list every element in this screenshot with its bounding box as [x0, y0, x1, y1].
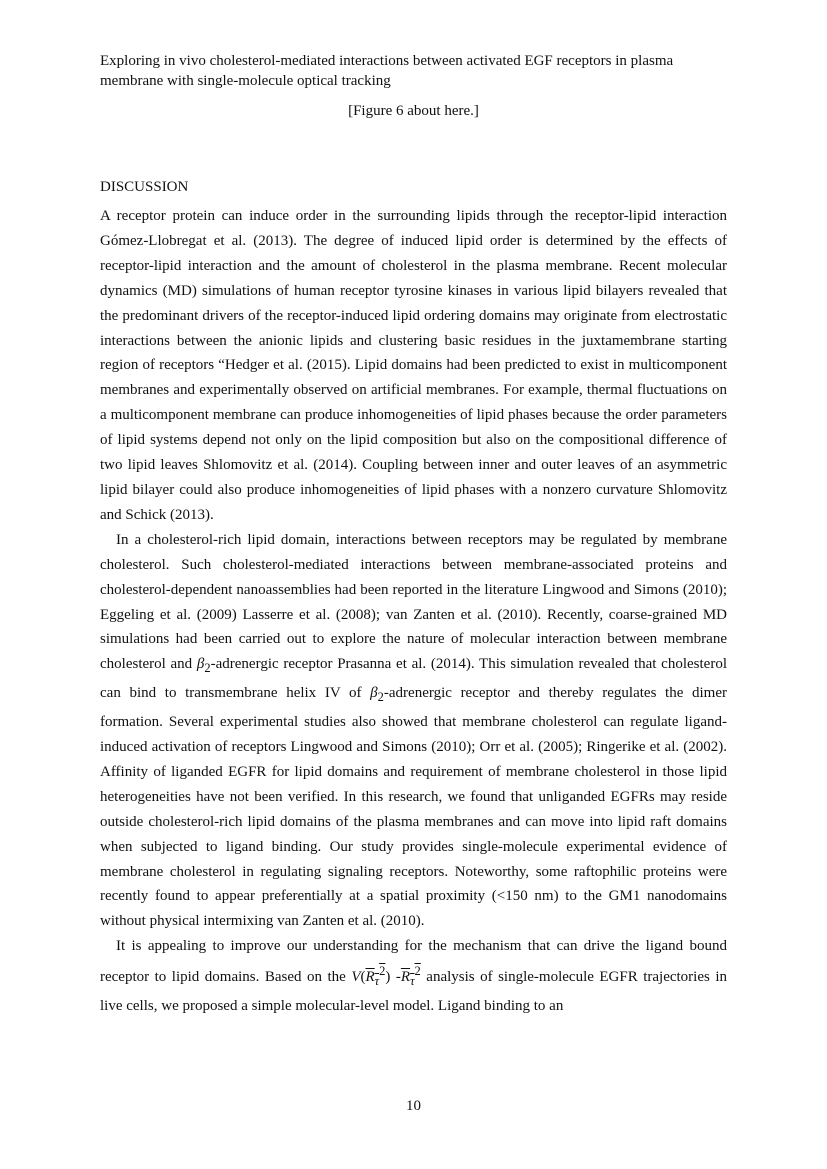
tau-subscript: τ: [374, 974, 380, 989]
paragraph-3: [100, 934, 727, 1019]
r-symbol: R: [365, 969, 375, 986]
paragraph-2: [100, 528, 727, 935]
dash: -: [390, 969, 401, 986]
paren-close: ): [385, 969, 391, 986]
paragraph-2-text-c: -adrenergic receptor and thereby regulates the dimer formation. Several experimental studies also showed that membrane cholesterol can regulate ligand-induced activation of receptors Lingwood and Simons (2010); Orr et al. (2005); Ringerike et al. (2002). Affinity of liganded EGFR for lipid domains and requirement of membrane cholesterol in those lipid heterogeneities have not been verified. In this research, we found that unliganded EGFRs may reside outside cholesterol-rich lipid domains of the plasma membranes and can move into lipid raft domains when subjected to ligand binding. Our study provides single-molecule experimental evidence of membrane cholesterol in regulating signaling receptors. Noteworthy, some raftophilic proteins were recently found to appear preferentially at a spatial proximity (<150 nm) to the GM1 nanodomains without physical intermixing van Zanten et al. (2010).: [100, 685, 728, 930]
paragraph-3-text-a: It is appealing to improve our understanding for the mechanism that can drive the ligand bound receptor to lipid domains. Based on the: [100, 938, 727, 986]
paren-open: (: [360, 969, 366, 986]
subscript-2: 2: [377, 690, 384, 705]
running-header: Exploring in vivo cholesterol-mediated interactions between activated EGF receptors in plasma membrane with single-molecule optical tracking: [100, 53, 674, 89]
paragraph-1: A receptor protein can induce order in the surrounding lipids through the receptor-lipid interaction Gómez-Llobregat et al. (2013). The degree of induced lipid order is determined by the effects of receptor-lipid interaction and the amount of cholesterol in the plasma membrane. Recent molecular dynamics (MD) simulations of human receptor tyrosine kinases in various lipid bilayers revealed that the predominant drivers of the receptor-induced lipid ordering domains may originate from electrostatic interactions between the anionic lipids and clustering basic residues in the juxtamembrane starting region of receptors “Hedger et al. (2015). Lipid domains had been predicted to exist in multicomponent membranes and experimentally observed on artificial membranes. For example, thermal fluctuations on a multicomponent membrane can produce inhomogeneities of lipid phases because the order parameters of lipid systems depend not only on the lipid composition but also on the compositional difference of two lipid leaves Shlomovitz et al. (2014). Coupling between inner and outer leaves of an asymmetric lipid bilayer could also produce inhomogeneities of lipid phases with a nonzero curvature Shlomovitz and Schick (2013).: [100, 208, 727, 523]
subscript-2: 2: [204, 661, 211, 676]
page-number: 10: [406, 1098, 421, 1114]
squared-superscript: 2: [379, 964, 386, 979]
paragraph-3-text-b: analysis of single-molecule EGFR trajectories in live cells, we proposed a simple molecular-level model. Ligand binding to an: [100, 969, 728, 1015]
variance-symbol: V: [351, 969, 361, 986]
figure-placeholder: [Figure 6 about here.]: [348, 103, 479, 119]
tau-subscript: τ: [410, 974, 415, 989]
section-heading: DISCUSSION: [100, 179, 189, 195]
r-symbol: R: [400, 969, 411, 986]
mean-square-displacement: [400, 964, 421, 989]
mean-square-displacement: [365, 964, 386, 989]
beta-symbol: β: [196, 656, 205, 673]
paragraph-2-text-a: In a cholesterol-rich lipid domain, interactions between receptors may be regulated by membrane cholesterol. Such cholesterol-mediated interactions between membrane-associated proteins and cholesterol-dependent nanoassemblies had been reported in the literature Lingwood and Simons (2010); Eggeling et al. (2009) Lasserre et al. (2008); van Zanten et al. (2010). Recently, coarse-grained MD simulations had been carried out to explore the nature of molecular interaction between membrane cholesterol and: [100, 531, 727, 673]
squared-superscript: 2: [414, 964, 421, 979]
body-text: [100, 204, 727, 1019]
beta-symbol: β: [370, 685, 378, 702]
paragraph-2-text-b: -adrenergic receptor Prasanna et al. (2014). This simulation revealed that cholesterol can bind to transmembrane helix IV of: [100, 656, 727, 702]
